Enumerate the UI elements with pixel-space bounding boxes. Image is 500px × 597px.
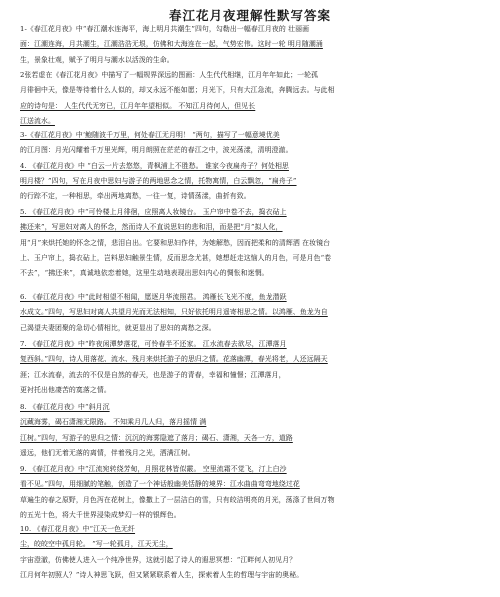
text-line: 水成文。”四句，写思妇对离人共望月光而无法相知，只好依托明月遥寄相思之情。以鸿雁、鱼龙为自 [20, 308, 328, 317]
text-line: 3-《春江花月夜》中‘鮑随波千万里，何处春江无月明！ “两句，描写了一幅意境优美 [20, 131, 280, 139]
text-line: 用“月”来烘托她的怀念之情，悲泪自出。它要和思妇作伴，为她解愁，因而把柔和的清辉洒 在妆镜台 [20, 238, 331, 247]
text-line: 草遍生的春之原野，月色泻在花树上，像撒上了一层洁白的雪，只有皎洁明亮的月光，荡涤了世间万物 [20, 495, 335, 504]
text-line: 江树。”四句，写游子的思归之情：沉沉的海雾隐遮了落月；碣石、潇湘，天各一方，道路 [20, 433, 293, 442]
question-6 [20, 290, 478, 336]
text-line: 7. 《春江花月夜》中“昨夜闲潭梦落花，可怜春半不还家。 江水流春去欲尽，江潭落月 [20, 340, 287, 348]
text-line: 8. 《春江花月夜》中“斜月沉 [20, 403, 110, 411]
text-line: 应的诗句是： 人生代代无穷已，江月年年望相似。 不知江月待何人，但见长 [20, 101, 256, 110]
question-8 [20, 400, 478, 461]
text-line: 遥远，他们无着无落的离情，伴着残月之光，洒满江树。 [20, 448, 195, 457]
text-line: 的五光十色，将大千世界浸染成梦幻一样的银辉色。 [20, 510, 181, 519]
text-line: 复西斜。”四句，诗人用落花、流水、残月来烘托游子的思归之情。花落幽潭，春光将老，人还远隔天 [20, 355, 328, 364]
text-line: 明月楼？”四句，写在月夜中思妇与游子的两地思念之情，托物寓情，白云飘忽，“扁舟子” [20, 176, 297, 185]
text-line: 沉藏海雾，碣石潇湘无限路。 不知乘月几人归，落月摇情 满 [20, 418, 207, 427]
text-line: 涯；江水流春，流去的不仅是自然的春天，也是游子的青春，幸福和憧憬；江潭落月， [20, 370, 286, 379]
question-5 [20, 205, 478, 281]
text-line: 尘，皎皎空中孤月轮。 ”写一轮孤月，江天无尘， [20, 540, 173, 549]
text-line: 更衬托出他凄苦的寞落之情。 [20, 385, 111, 394]
text-line: 4. 《春江花月夜》中 “白云一片去悠悠，青枫浦上不胜愁。 谁家今夜扁舟子？何处相思 [20, 161, 289, 170]
text-line: 6. 《春江花月夜》中“此时相望不相闻，愿逐月华流照君。 鸿雁长飞光不度，鱼龙潜跃 [20, 293, 287, 301]
text-line: 己渴望夫妻团聚的急切心情相比，就更显出了思妇的离愁之深。 [20, 323, 216, 332]
text-line: 9. 《春江花月夜》中“江流宛转绕芳甸，月照花林皆似霰。 空里流霜不觉飞，汀上白沙 [20, 465, 287, 473]
text-line: 宇宙澄澈，仿佛使人进入一个纯净世界，这就引起了诗人的遐思冥想：“江畔何人初见月？ [20, 555, 297, 564]
text-line: 的江月图：月光闪耀着千万里光辉，明月朗照在茫茫的春江之中，波光荡漾，清明澄澈。 [20, 146, 293, 155]
text-line: 生，景象壮观，赋予了明月与潮水以活泼的生命。 [20, 55, 174, 64]
text-line: 江送流水。 [20, 116, 55, 125]
text-line: 10. 《春江花月夜》中“江天一色无纤 [20, 525, 136, 533]
text-line: 看不见。”四句，用细腻的笔触，创造了一个神话般幽美恬静的境界：江水曲曲弯弯地绕过花 [20, 480, 300, 489]
page-title: 春江花月夜理解性默写答案 [168, 8, 331, 23]
question-2 [20, 68, 478, 129]
text-line: 5. 《春江花月夜》中“可怜楼上月徘徊，应照离人妆镜台。 玉户帘中卷不去，捣衣砧上 [20, 208, 287, 216]
text-line: 上、玉户帘上，捣衣砧上，岂料思妇触景生情，反而思念尤甚，她想赶走这恼人的月色，可是月色“卷 [20, 253, 332, 262]
question-7 [20, 337, 478, 398]
text-line: 不去”，“拂还来”，真诚地依恋着她，这里生动地表现出思妇内心的惆怅和迷惘。 [20, 269, 269, 278]
question-1 [20, 22, 478, 68]
text-line: 的行踪不定，一种相思，牵出两地离愁，一往一复，诗情荡漾，曲折有致。 [20, 192, 251, 201]
question-9 [20, 462, 478, 523]
text-line: 月徘徊中天，像是等待着什么人似的，却又永远不能如愿；月光下，只有大江急流，奔腾远去。与此相 [20, 86, 335, 95]
question-3 [20, 128, 478, 204]
text-line: 江月何年初照人？”诗人神思飞跃，但又紧紧联系着人生，探索着人生的哲理与宇宙的奥秘。 [20, 570, 304, 579]
text-line: 面：江潮连海，月共潮生，江潮浩浩无垠，仿佛和大海连在一起，气势宏伟。这时一轮 明月随潮涌 [20, 40, 323, 49]
question-10 [20, 522, 478, 583]
text-line: 拂还来”，写思妇对离人的怀念，然而诗人不直说思妇的悲和泪，而是把“月”拟人化， [20, 223, 283, 232]
text-line: 1-《春江花月夜》中“春江潮水连海平，海上明月共潮生”四句，勾勒出一幅春江月夜的 壮丽画 [20, 25, 310, 33]
text-line: 2张若虚在《春江花月夜》中描写了一幅规界深远的图画：人生代代相继，江月年年如此；一轮孤 [20, 71, 319, 79]
